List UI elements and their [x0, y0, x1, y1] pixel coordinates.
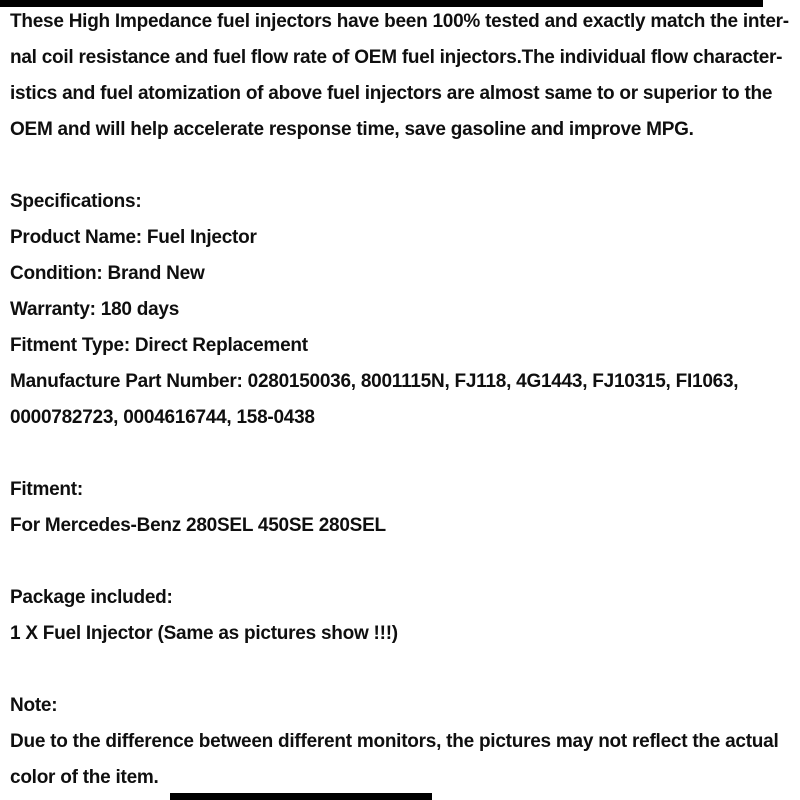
note-line: color of the item.: [10, 767, 159, 788]
package-line: 1 X Fuel Injector (Same as pictures show !!!): [10, 623, 398, 644]
note-line: Due to the difference between different monitors, the pictures may not reflect the actual: [10, 731, 779, 752]
intro-line: istics and fuel atomization of above fuel injectors are almost same to or superior to the: [10, 83, 773, 104]
section-gap: [10, 148, 794, 184]
bottom-divider-bar: [170, 793, 432, 800]
note-section: [10, 688, 794, 796]
intro-line: nal coil resistance and fuel flow rate of OEM fuel injectors.The individual flow character-: [10, 47, 783, 68]
spec-line-product-name: Product Name: Fuel Injector: [10, 227, 257, 248]
specifications-heading: Specifications:: [10, 191, 142, 212]
package-section: [10, 580, 794, 652]
fitment-line: For Mercedes-Benz 280SEL 450SE 280SEL: [10, 515, 386, 536]
spec-line-fitment-type: Fitment Type: Direct Replacement: [10, 335, 308, 356]
intro-paragraph: [10, 4, 794, 148]
section-gap: [10, 544, 794, 580]
intro-line: These High Impedance fuel injectors have been 100% tested and exactly match the inter-: [10, 11, 789, 32]
spec-line-part-numbers: Manufacture Part Number: 0280150036, 8001115N, FJ118, 4G1443, FJ10315, FI1063,: [10, 371, 739, 392]
spec-line-condition: Condition: Brand New: [10, 263, 205, 284]
section-gap: [10, 436, 794, 472]
fitment-section: [10, 472, 794, 544]
fitment-heading: Fitment:: [10, 479, 83, 500]
spec-line-warranty: Warranty: 180 days: [10, 299, 180, 320]
section-gap: [10, 652, 794, 688]
package-heading: Package included:: [10, 587, 173, 608]
intro-line: OEM and will help accelerate response time, save gasoline and improve MPG.: [10, 119, 694, 140]
specifications-section: [10, 184, 794, 436]
spec-line-part-numbers-cont: 0000782723, 0004616744, 158-0438: [10, 407, 315, 428]
note-heading: Note:: [10, 695, 58, 716]
